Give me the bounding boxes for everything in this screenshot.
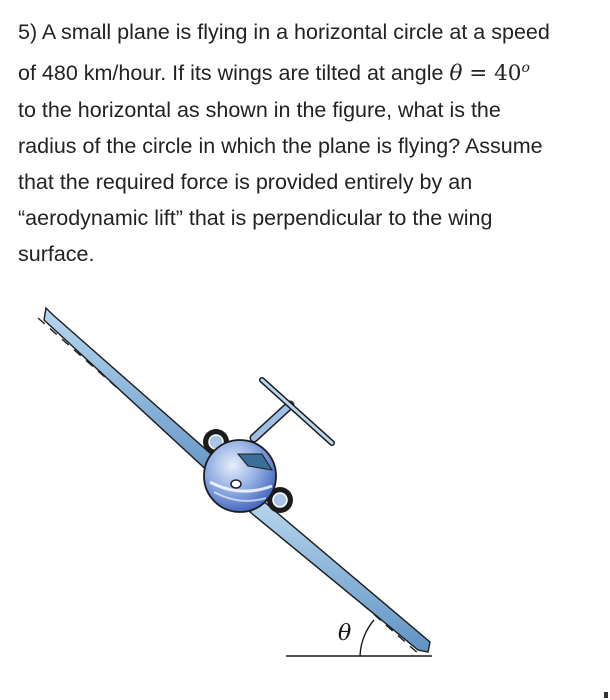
problem-line-4: radius of the circle in which the plane is flying? Assume	[18, 134, 543, 159]
plane-figure	[0, 290, 610, 700]
angle-label: θ	[338, 621, 352, 646]
problem-line-2	[18, 50, 600, 92]
problem-line-1: 5) A small plane is flying in a horizontal circle at a speed	[18, 20, 550, 44]
angle-arc	[360, 620, 374, 656]
tail-fin	[254, 405, 290, 438]
angle-superscript: o	[521, 60, 530, 76]
problem-line-7: surface.	[18, 242, 95, 267]
problem-text	[18, 14, 600, 272]
right-engine-intake-icon	[273, 493, 287, 507]
problem-line-3: to the horizontal as shown in the figure, what is the	[18, 98, 501, 123]
corner-marker	[604, 692, 608, 698]
angle-value: 40	[494, 61, 522, 87]
equals-sign: =	[462, 61, 495, 87]
nose-cone	[231, 480, 241, 488]
problem-line-6: “aerodynamic lift” that is perpendicular to the wing	[18, 206, 493, 231]
tail-stabilizer	[262, 380, 332, 443]
problem-line-5: that the required force is provided entirely by an	[18, 170, 473, 195]
problem-line-2-text: of 480 km/hour. If its wings are tilted at angle	[18, 61, 450, 86]
theta-symbol: θ	[449, 61, 463, 87]
